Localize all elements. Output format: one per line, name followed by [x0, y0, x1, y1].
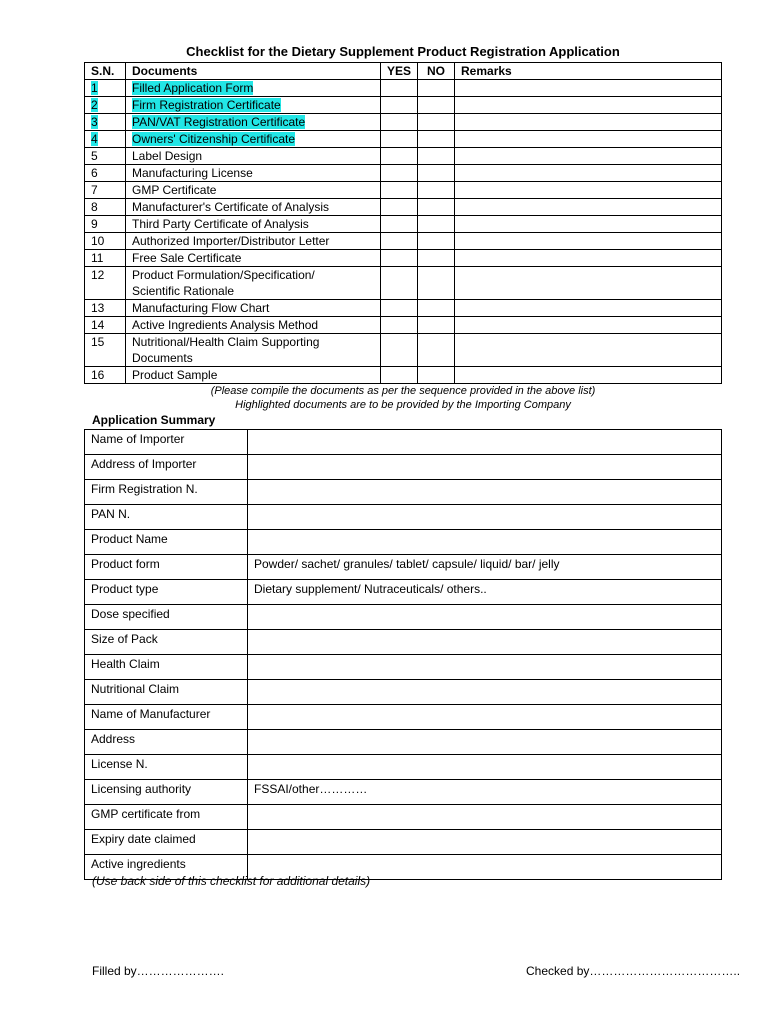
summary-row [85, 705, 722, 730]
remarks-cell[interactable] [455, 233, 722, 250]
checklist-row [85, 216, 722, 233]
summary-row [85, 805, 722, 830]
row-number: 9 [91, 217, 98, 231]
header-documents: Documents [126, 63, 381, 80]
summary-label: Name of Importer [85, 430, 248, 455]
yes-cell[interactable] [381, 233, 418, 250]
remarks-cell[interactable] [455, 300, 722, 317]
checklist-row [85, 367, 722, 384]
remarks-cell[interactable] [455, 267, 722, 300]
no-cell[interactable] [418, 114, 455, 131]
checklist-row [85, 131, 722, 148]
summary-row [85, 830, 722, 855]
summary-label: License N. [85, 755, 248, 780]
application-summary-table [84, 429, 722, 880]
summary-row [85, 580, 722, 605]
row-number: 2 [91, 98, 98, 112]
yes-cell[interactable] [381, 300, 418, 317]
summary-label: Firm Registration N. [85, 480, 248, 505]
document-name: Nutritional/Health Claim Supporting [132, 335, 320, 349]
summary-row [85, 505, 722, 530]
header-sn: S.N. [85, 63, 126, 80]
summary-label: Size of Pack [85, 630, 248, 655]
document-name: GMP Certificate [132, 183, 217, 197]
checklist-row [85, 80, 722, 97]
summary-row [85, 780, 722, 805]
summary-row [85, 630, 722, 655]
row-number: 11 [91, 251, 104, 265]
row-number: 1 [91, 81, 98, 95]
no-cell[interactable] [418, 317, 455, 334]
document-name-cont: Scientific Rationale [132, 284, 235, 298]
remarks-cell[interactable] [455, 199, 722, 216]
remarks-cell[interactable] [455, 317, 722, 334]
no-cell[interactable] [418, 300, 455, 317]
document-name: Firm Registration Certificate [132, 98, 281, 112]
checklist-row [85, 267, 722, 300]
document-checklist-table [84, 62, 722, 384]
summary-value-field[interactable]: FSSAI/other………… [248, 780, 722, 805]
yes-cell[interactable] [381, 199, 418, 216]
yes-cell[interactable] [381, 182, 418, 199]
no-cell[interactable] [418, 199, 455, 216]
summary-row [85, 555, 722, 580]
yes-cell[interactable] [381, 317, 418, 334]
header-yes: YES [381, 63, 418, 80]
back-side-note: (Use back side of this checklist for additional details) [92, 874, 371, 888]
summary-value-field[interactable] [248, 755, 722, 780]
summary-label: Product Name [85, 530, 248, 555]
summary-value-field[interactable] [248, 705, 722, 730]
row-number: 13 [91, 301, 105, 315]
summary-value-field[interactable] [248, 655, 722, 680]
document-name: Free Sale Certificate [132, 251, 242, 265]
yes-cell[interactable] [381, 367, 418, 384]
yes-cell[interactable] [381, 250, 418, 267]
remarks-cell[interactable] [455, 216, 722, 233]
document-name: Label Design [132, 149, 203, 163]
document-title: Checklist for the Dietary Supplement Product Registration Application [186, 44, 620, 59]
summary-label: Expiry date claimed [85, 830, 248, 855]
summary-label: Nutritional Claim [85, 680, 248, 705]
sequence-note: (Please compile the documents as per the sequence provided in the above list) [210, 385, 596, 397]
no-cell[interactable] [418, 250, 455, 267]
checklist-row [85, 148, 722, 165]
yes-cell[interactable] [381, 267, 418, 300]
document-name: Third Party Certificate of Analysis [132, 217, 309, 231]
row-number: 8 [91, 200, 98, 214]
remarks-cell[interactable] [455, 182, 722, 199]
summary-value-field[interactable] [248, 605, 722, 630]
summary-value-field[interactable] [248, 530, 722, 555]
summary-label: Health Claim [85, 655, 248, 680]
row-number: 7 [91, 183, 98, 197]
checklist-row [85, 334, 722, 367]
application-summary-title: Application Summary [92, 413, 216, 427]
summary-label: Active ingredients [85, 855, 248, 880]
no-cell[interactable] [418, 182, 455, 199]
summary-label: Name of Manufacturer [85, 705, 248, 730]
row-number: 10 [91, 234, 105, 248]
summary-row [85, 755, 722, 780]
summary-row [85, 455, 722, 480]
row-number: 14 [91, 318, 105, 332]
summary-label: Product type [85, 580, 248, 605]
summary-value-field[interactable]: Powder/ sachet/ granules/ tablet/ capsule/ liquid/ bar/ jelly [248, 555, 722, 580]
summary-label: Product form [85, 555, 248, 580]
remarks-cell[interactable] [455, 148, 722, 165]
summary-value-field[interactable] [248, 805, 722, 830]
yes-cell[interactable] [381, 131, 418, 148]
remarks-cell[interactable] [455, 367, 722, 384]
document-name: PAN/VAT Registration Certificate [132, 115, 306, 129]
summary-row [85, 480, 722, 505]
checklist-row [85, 182, 722, 199]
no-cell[interactable] [418, 97, 455, 114]
header-remarks: Remarks [455, 63, 722, 80]
summary-label: PAN N. [85, 505, 248, 530]
summary-label: Dose specified [85, 605, 248, 630]
document-name: Product Formulation/Specification/ [132, 268, 315, 282]
checklist-row [85, 165, 722, 182]
summary-value-field[interactable] [248, 505, 722, 530]
yes-cell[interactable] [381, 148, 418, 165]
checklist-row [85, 250, 722, 267]
highlight-note: Highlighted documents are to be provided by the Importing Company [235, 399, 571, 411]
yes-cell[interactable] [381, 216, 418, 233]
document-name: Manufacturing Flow Chart [132, 301, 270, 315]
yes-cell[interactable] [381, 114, 418, 131]
remarks-cell[interactable] [455, 80, 722, 97]
summary-row [85, 655, 722, 680]
summary-value-field[interactable] [248, 730, 722, 755]
checklist-row [85, 233, 722, 250]
no-cell[interactable] [418, 148, 455, 165]
checked-by-field: Checked by……………………………….. [526, 964, 741, 978]
summary-row [85, 530, 722, 555]
summary-value-field[interactable] [248, 680, 722, 705]
checklist-row [85, 300, 722, 317]
no-cell[interactable] [418, 131, 455, 148]
row-number: 16 [91, 368, 105, 382]
remarks-cell[interactable] [455, 131, 722, 148]
checklist-row [85, 114, 722, 131]
row-number: 3 [91, 115, 98, 129]
yes-cell[interactable] [381, 97, 418, 114]
document-name: Manufacturing License [132, 166, 253, 180]
summary-value-field[interactable]: Dietary supplement/ Nutraceuticals/ others.. [248, 580, 722, 605]
yes-cell[interactable] [381, 165, 418, 182]
no-cell[interactable] [418, 216, 455, 233]
remarks-cell[interactable] [455, 165, 722, 182]
no-cell[interactable] [418, 267, 455, 300]
no-cell[interactable] [418, 367, 455, 384]
checklist-row [85, 199, 722, 216]
row-number: 4 [91, 132, 98, 146]
checklist-row [85, 97, 722, 114]
no-cell[interactable] [418, 334, 455, 367]
checklist-header-row [85, 63, 722, 80]
remarks-cell[interactable] [455, 114, 722, 131]
row-number: 6 [91, 166, 98, 180]
summary-value-field[interactable] [248, 455, 722, 480]
header-no: NO [418, 63, 455, 80]
summary-value-field[interactable] [248, 480, 722, 505]
row-number: 15 [91, 335, 105, 349]
document-name: Active Ingredients Analysis Method [132, 318, 319, 332]
summary-value-field[interactable] [248, 630, 722, 655]
summary-row [85, 680, 722, 705]
remarks-cell[interactable] [455, 97, 722, 114]
remarks-cell[interactable] [455, 334, 722, 367]
summary-row [85, 605, 722, 630]
summary-label: Licensing authority [85, 780, 248, 805]
row-number: 5 [91, 149, 98, 163]
checklist-row [85, 317, 722, 334]
row-number: 12 [91, 268, 105, 282]
summary-label: Address of Importer [85, 455, 248, 480]
summary-row [85, 730, 722, 755]
summary-label: Address [85, 730, 248, 755]
yes-cell[interactable] [381, 80, 418, 97]
document-name: Product Sample [132, 368, 218, 382]
summary-row [85, 430, 722, 455]
filled-by-field: Filled by…………………. [92, 964, 225, 978]
document-name: Owners' Citizenship Certificate [132, 132, 296, 146]
yes-cell[interactable] [381, 334, 418, 367]
remarks-cell[interactable] [455, 250, 722, 267]
document-name: Authorized Importer/Distributor Letter [132, 234, 330, 248]
summary-value-field[interactable] [248, 830, 722, 855]
no-cell[interactable] [418, 233, 455, 250]
summary-value-field[interactable] [248, 430, 722, 455]
no-cell[interactable] [418, 80, 455, 97]
summary-label: GMP certificate from [85, 805, 248, 830]
document-name-cont: Documents [132, 351, 193, 365]
document-name: Filled Application Form [132, 81, 254, 95]
no-cell[interactable] [418, 165, 455, 182]
document-name: Manufacturer's Certificate of Analysis [132, 200, 330, 214]
